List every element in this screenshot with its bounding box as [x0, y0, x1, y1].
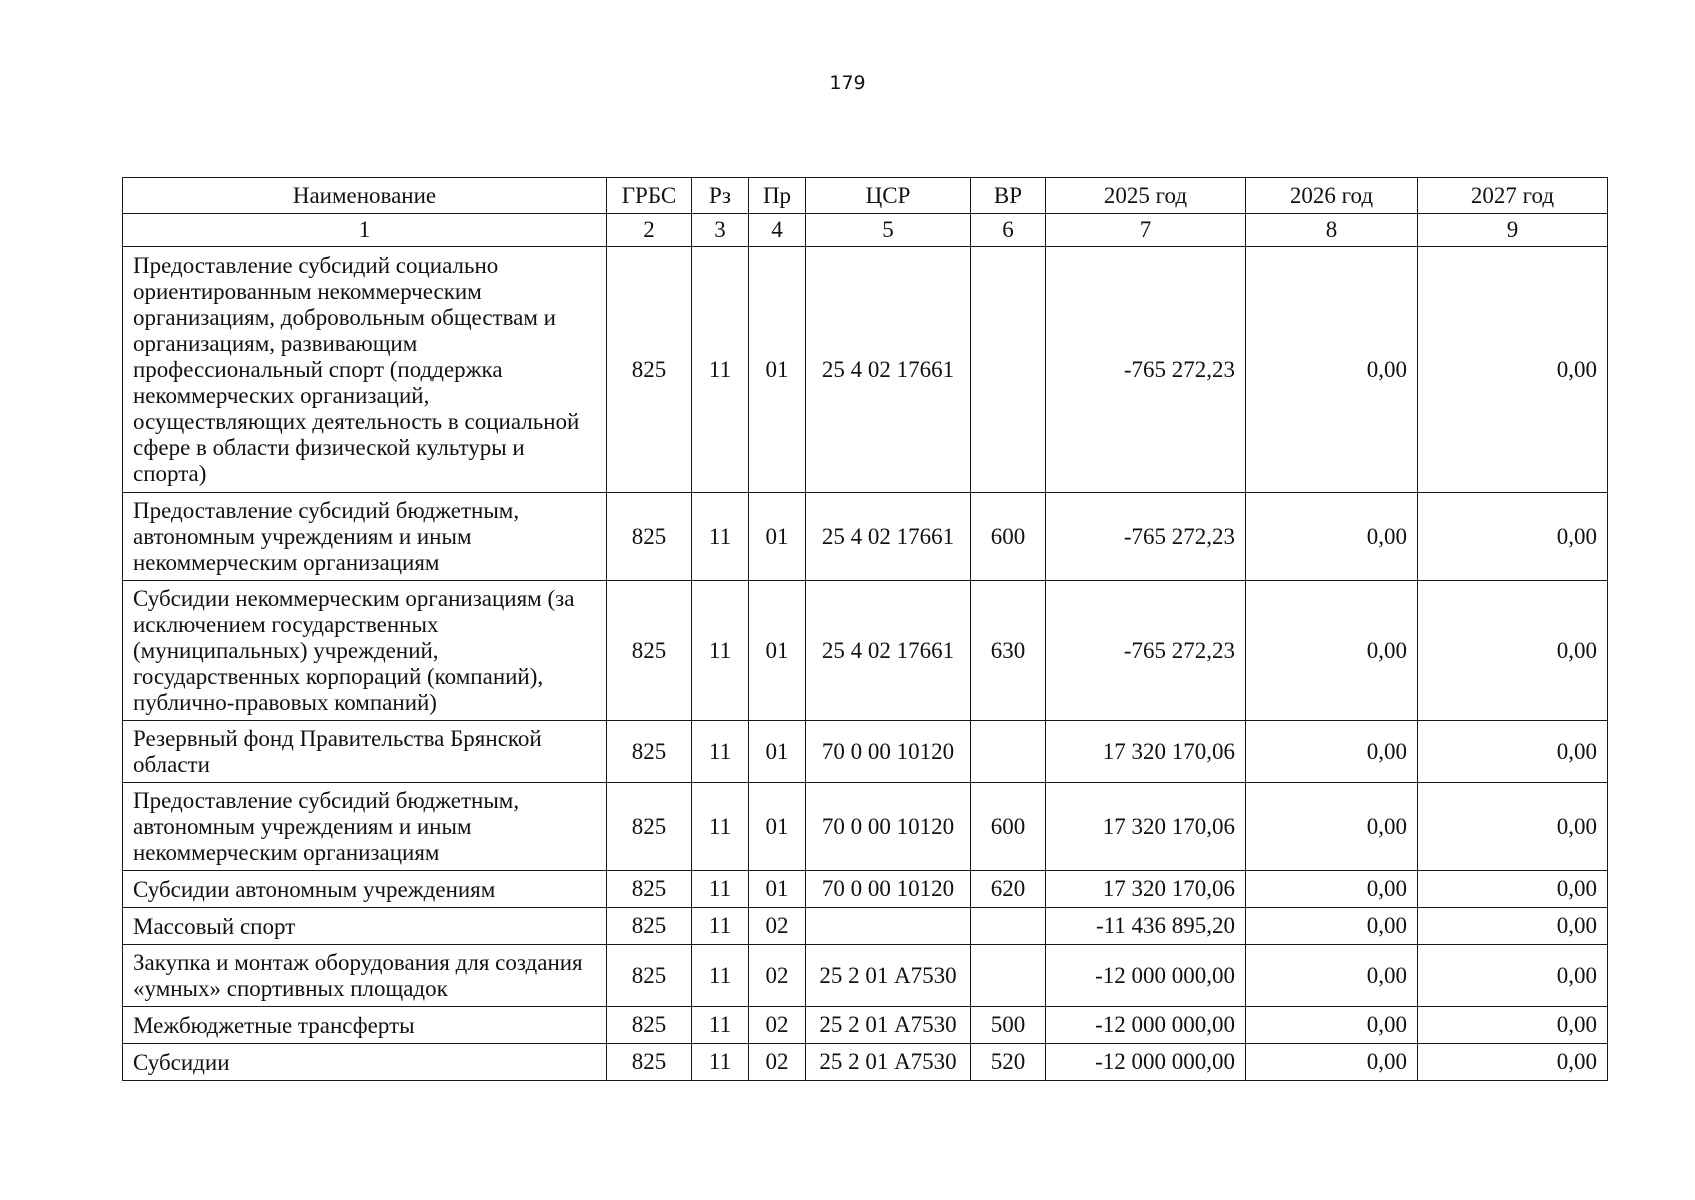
- page-number: 179: [829, 72, 866, 94]
- row-csr: 25 4 02 17661: [806, 247, 971, 493]
- row-2026: 0,00: [1246, 908, 1418, 945]
- column-number: 3: [692, 214, 749, 247]
- row-name: Предоставление субсидий бюджетным, автономным учреждениям и иным некоммерческим организациям: [123, 493, 607, 581]
- column-number: 7: [1046, 214, 1246, 247]
- row-pr: 02: [749, 908, 806, 945]
- row-grbs: 825: [607, 721, 692, 783]
- column-number: 9: [1418, 214, 1608, 247]
- column-number: 6: [971, 214, 1046, 247]
- row-rz: 11: [692, 945, 749, 1007]
- table-row: [123, 247, 1608, 493]
- row-2026: 0,00: [1246, 783, 1418, 871]
- row-2025: -12 000 000,00: [1046, 1007, 1246, 1044]
- row-vr: 620: [971, 871, 1046, 908]
- row-csr: 25 4 02 17661: [806, 581, 971, 721]
- row-pr: 01: [749, 493, 806, 581]
- header-row: [123, 178, 1608, 214]
- row-2027: 0,00: [1418, 908, 1608, 945]
- header-csr: ЦСР: [806, 178, 971, 214]
- row-rz: 11: [692, 581, 749, 721]
- row-2026: 0,00: [1246, 1007, 1418, 1044]
- table-row: [123, 908, 1608, 945]
- row-2027: 0,00: [1418, 721, 1608, 783]
- row-2027: 0,00: [1418, 1007, 1608, 1044]
- row-vr: 600: [971, 493, 1046, 581]
- row-csr: 25 2 01 А7530: [806, 945, 971, 1007]
- column-number: 1: [123, 214, 607, 247]
- row-2025: -11 436 895,20: [1046, 908, 1246, 945]
- row-grbs: 825: [607, 945, 692, 1007]
- row-name: Субсидии некоммерческим организациям (за исключением государственных (муниципальных) учреждений, государственных корпораций (компаний), публично-правовых компаний): [123, 581, 607, 721]
- row-name: Предоставление субсидий бюджетным, автономным учреждениям и иным некоммерческим организациям: [123, 783, 607, 871]
- row-vr: 630: [971, 581, 1046, 721]
- row-name: Резервный фонд Правительства Брянской области: [123, 721, 607, 783]
- row-2026: 0,00: [1246, 247, 1418, 493]
- header-2026: 2026 год: [1246, 178, 1418, 214]
- row-pr: 01: [749, 247, 806, 493]
- row-rz: 11: [692, 783, 749, 871]
- table-row: [123, 1044, 1608, 1081]
- row-grbs: 825: [607, 871, 692, 908]
- row-rz: 11: [692, 1044, 749, 1081]
- row-2027: 0,00: [1418, 1044, 1608, 1081]
- row-csr: 25 4 02 17661: [806, 493, 971, 581]
- row-rz: 11: [692, 871, 749, 908]
- header-2027: 2027 год: [1418, 178, 1608, 214]
- row-rz: 11: [692, 493, 749, 581]
- row-vr: [971, 247, 1046, 493]
- table-row: [123, 783, 1608, 871]
- row-rz: 11: [692, 721, 749, 783]
- row-csr: 70 0 00 10120: [806, 721, 971, 783]
- row-vr: 520: [971, 1044, 1046, 1081]
- row-2026: 0,00: [1246, 945, 1418, 1007]
- header-vr: ВР: [971, 178, 1046, 214]
- row-2026: 0,00: [1246, 1044, 1418, 1081]
- column-number: 5: [806, 214, 971, 247]
- header-rz: Рз: [692, 178, 749, 214]
- row-grbs: 825: [607, 581, 692, 721]
- table-row: [123, 945, 1608, 1007]
- row-2027: 0,00: [1418, 581, 1608, 721]
- row-vr: [971, 721, 1046, 783]
- row-csr: 25 2 01 А7530: [806, 1044, 971, 1081]
- row-pr: 01: [749, 783, 806, 871]
- row-name: Предоставление субсидий социально ориентированным некоммерческим организациям, добровольным обществам и организациям, развивающим профессиональный спорт (поддержка некоммерческих организаций, осуществляющих деятельность в социальной сфере в области физической культуры и спорта): [123, 247, 607, 493]
- row-vr: 500: [971, 1007, 1046, 1044]
- budget-table: [122, 177, 1608, 1081]
- row-2025: -12 000 000,00: [1046, 1044, 1246, 1081]
- row-grbs: 825: [607, 493, 692, 581]
- table-row: [123, 721, 1608, 783]
- table-row: [123, 1007, 1608, 1044]
- row-2025: -765 272,23: [1046, 581, 1246, 721]
- header-name: Наименование: [123, 178, 607, 214]
- row-rz: 11: [692, 247, 749, 493]
- row-csr: [806, 908, 971, 945]
- row-grbs: 825: [607, 1007, 692, 1044]
- row-rz: 11: [692, 908, 749, 945]
- row-grbs: 825: [607, 247, 692, 493]
- table-row: [123, 493, 1608, 581]
- row-2027: 0,00: [1418, 247, 1608, 493]
- row-2027: 0,00: [1418, 783, 1608, 871]
- row-2027: 0,00: [1418, 945, 1608, 1007]
- column-number-row: [123, 214, 1608, 247]
- column-number: 8: [1246, 214, 1418, 247]
- row-grbs: 825: [607, 1044, 692, 1081]
- row-pr: 02: [749, 945, 806, 1007]
- row-pr: 01: [749, 581, 806, 721]
- row-name: Закупка и монтаж оборудования для создания «умных» спортивных площадок: [123, 945, 607, 1007]
- row-2027: 0,00: [1418, 493, 1608, 581]
- column-number: 4: [749, 214, 806, 247]
- row-vr: [971, 908, 1046, 945]
- row-pr: 01: [749, 871, 806, 908]
- row-2025: 17 320 170,06: [1046, 721, 1246, 783]
- row-2025: -765 272,23: [1046, 247, 1246, 493]
- row-name: Субсидии: [123, 1044, 607, 1081]
- column-number: 2: [607, 214, 692, 247]
- row-2026: 0,00: [1246, 581, 1418, 721]
- row-csr: 70 0 00 10120: [806, 871, 971, 908]
- header-2025: 2025 год: [1046, 178, 1246, 214]
- header-pr: Пр: [749, 178, 806, 214]
- row-rz: 11: [692, 1007, 749, 1044]
- row-2025: 17 320 170,06: [1046, 871, 1246, 908]
- row-name: Межбюджетные трансферты: [123, 1007, 607, 1044]
- row-name: Субсидии автономным учреждениям: [123, 871, 607, 908]
- row-vr: [971, 945, 1046, 1007]
- row-csr: 70 0 00 10120: [806, 783, 971, 871]
- row-pr: 01: [749, 721, 806, 783]
- row-2026: 0,00: [1246, 721, 1418, 783]
- row-2027: 0,00: [1418, 871, 1608, 908]
- row-2025: -765 272,23: [1046, 493, 1246, 581]
- row-pr: 02: [749, 1007, 806, 1044]
- row-grbs: 825: [607, 783, 692, 871]
- row-name: Массовый спорт: [123, 908, 607, 945]
- table-row: [123, 581, 1608, 721]
- row-csr: 25 2 01 А7530: [806, 1007, 971, 1044]
- row-2025: 17 320 170,06: [1046, 783, 1246, 871]
- row-pr: 02: [749, 1044, 806, 1081]
- table-row: [123, 871, 1608, 908]
- row-2026: 0,00: [1246, 493, 1418, 581]
- row-vr: 600: [971, 783, 1046, 871]
- row-grbs: 825: [607, 908, 692, 945]
- row-2026: 0,00: [1246, 871, 1418, 908]
- row-2025: -12 000 000,00: [1046, 945, 1246, 1007]
- header-grbs: ГРБС: [607, 178, 692, 214]
